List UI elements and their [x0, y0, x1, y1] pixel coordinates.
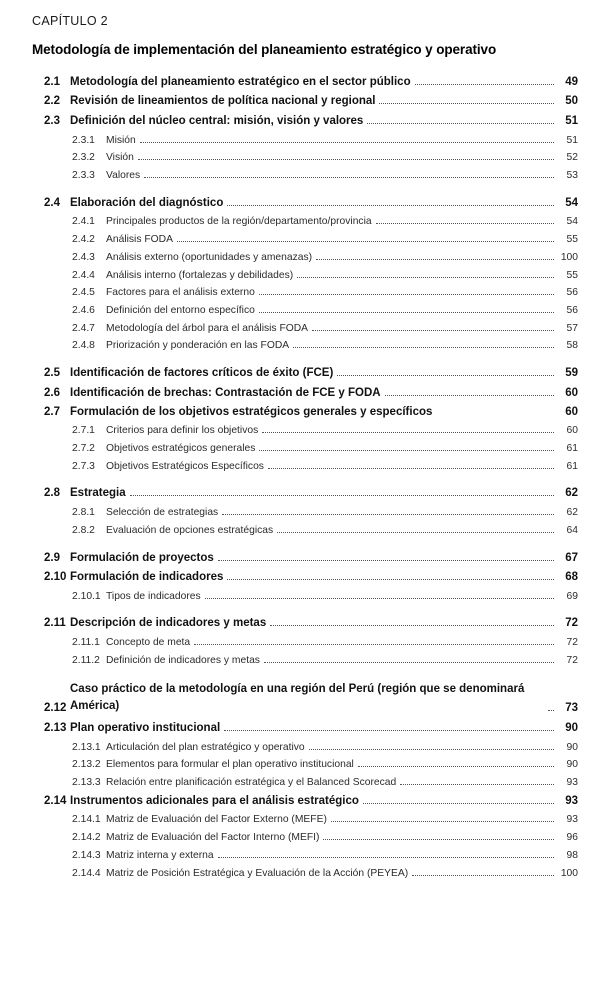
toc-entry-page: 57	[566, 322, 578, 334]
toc-entry-page: 55	[566, 234, 578, 246]
toc-entry[interactable]	[30, 269, 578, 281]
toc-entry-page: 68	[565, 571, 578, 584]
toc-entry[interactable]	[30, 304, 578, 316]
toc-leader-dots	[337, 366, 554, 376]
toc-entry[interactable]	[30, 867, 578, 879]
toc-entry-title: Relación entre planificación estratégica y el Balanced Scorecad	[106, 777, 397, 789]
toc-entry[interactable]	[30, 759, 578, 771]
toc-entry-number: 2.4	[44, 196, 60, 209]
toc-leader-dots	[144, 169, 554, 178]
toc-entry[interactable]	[30, 134, 578, 146]
page-title: Metodología de implementación del planeamiento estratégico y operativo	[32, 42, 497, 57]
toc-entry-title: Selección de estrategias	[106, 507, 219, 519]
toc-entry-page: 72	[565, 617, 578, 630]
toc-leader-dots	[270, 617, 554, 627]
toc-leader-dots	[177, 233, 554, 242]
toc-entry-number: 2.1	[44, 75, 60, 88]
toc-entry-page: 98	[566, 849, 578, 861]
toc-leader-dots	[259, 304, 554, 313]
toc-leader-dots	[262, 425, 554, 434]
table-of-contents	[30, 75, 578, 879]
toc-leader-dots	[379, 95, 554, 105]
toc-entry-title: Caso práctico de la metodología en una región del Perú (región que se denominará América)	[70, 682, 525, 712]
toc-entry[interactable]	[30, 551, 578, 564]
toc-entry-number: 2.3.1	[72, 134, 95, 146]
toc-entry[interactable]	[30, 322, 578, 334]
toc-leader-dots	[436, 406, 554, 415]
toc-entry-title: Concepto de meta	[106, 637, 191, 649]
toc-entry-number: 2.4.2	[72, 234, 95, 246]
toc-leader-dots	[218, 849, 554, 858]
toc-entry-page: 93	[565, 794, 578, 807]
toc-entry-number: 2.7	[44, 405, 60, 418]
toc-entry[interactable]	[30, 114, 578, 127]
toc-leader-dots	[138, 152, 554, 161]
toc-entry[interactable]	[30, 741, 578, 753]
toc-leader-dots	[227, 571, 554, 581]
toc-entry[interactable]	[30, 216, 578, 228]
toc-entry-number: 2.14.2	[72, 832, 101, 844]
toc-entry-number: 2.13.2	[72, 759, 101, 771]
toc-leader-dots	[130, 487, 554, 497]
toc-entry[interactable]	[30, 460, 578, 472]
chapter-label: CAPÍTULO 2	[32, 14, 108, 28]
toc-leader-dots	[277, 524, 554, 533]
toc-entry-number: 2.12	[44, 702, 67, 715]
toc-entry-title: Identificación de factores críticos de éxito (FCE)	[70, 367, 334, 380]
toc-entry-page: 56	[566, 287, 578, 299]
toc-entry-title: Matriz de Evaluación del Factor Externo (MEFE)	[106, 814, 327, 826]
toc-entry-page: 54	[565, 196, 578, 209]
toc-entry-number: 2.3	[44, 114, 60, 127]
toc-entry-title: Metodología del árbol para el análisis FODA	[106, 322, 309, 334]
toc-entry-page: 64	[566, 524, 578, 536]
toc-entry-title: Valores	[106, 170, 141, 182]
section-spacer	[30, 672, 578, 681]
toc-entry[interactable]	[30, 654, 578, 666]
toc-entry-title: Metodología del planeamiento estratégico en el sector público	[70, 75, 411, 88]
toc-entry-page: 60	[565, 386, 578, 399]
toc-entry-title: Visión	[106, 152, 134, 164]
toc-leader-dots	[376, 216, 554, 225]
toc-leader-dots	[309, 741, 554, 750]
toc-entry-number: 2.13.3	[72, 777, 101, 789]
toc-leader-dots	[293, 340, 554, 349]
toc-entry-page: 62	[565, 487, 578, 500]
toc-entry-page: 96	[566, 832, 578, 844]
toc-entry-number: 2.14	[44, 794, 67, 807]
toc-entry-title: Estrategia	[70, 487, 126, 500]
section-spacer	[30, 542, 578, 551]
toc-leader-dots	[367, 114, 554, 124]
toc-entry-number: 2.8.1	[72, 507, 95, 519]
toc-entry-title: Priorización y ponderación en las FODA	[106, 340, 290, 352]
toc-entry-number: 2.14.4	[72, 867, 101, 879]
toc-entry[interactable]	[30, 425, 578, 437]
toc-entry-title: Definición del entorno específico	[106, 304, 255, 316]
toc-entry-page: 93	[566, 777, 578, 789]
toc-leader-dots	[312, 322, 554, 331]
toc-leader-dots	[400, 776, 554, 785]
toc-leader-dots	[227, 196, 554, 206]
toc-entry-number: 2.7.3	[72, 460, 95, 472]
toc-entry-page: 51	[565, 114, 578, 127]
toc-entry-title: Formulación de proyectos	[70, 551, 214, 564]
toc-entry[interactable]	[30, 590, 578, 602]
toc-entry-page: 60	[565, 405, 578, 418]
toc-entry[interactable]	[30, 251, 578, 263]
toc-entry-title: Identificación de brechas: Contrastación de FCE y FODA	[70, 386, 381, 399]
toc-entry-number: 2.4.5	[72, 287, 95, 299]
toc-entry[interactable]	[30, 152, 578, 164]
toc-leader-dots	[363, 794, 554, 804]
toc-entry[interactable]	[30, 487, 578, 500]
toc-entry-page: 100	[560, 251, 578, 263]
toc-entry[interactable]	[30, 196, 578, 209]
toc-leader-dots	[385, 386, 554, 396]
toc-entry-number: 2.4.7	[72, 322, 95, 334]
section-spacer	[30, 608, 578, 617]
toc-entry[interactable]	[30, 571, 578, 584]
toc-entry[interactable]	[30, 849, 578, 861]
toc-entry-title: Descripción de indicadores y metas	[70, 617, 267, 630]
toc-entry-number: 2.11.2	[72, 654, 100, 666]
toc-entry-title: Elaboración del diagnóstico	[70, 196, 224, 209]
toc-entry-title: Principales productos de la región/departamento/provincia	[106, 216, 372, 228]
toc-entry[interactable]	[30, 814, 578, 826]
toc-leader-dots	[259, 442, 554, 451]
toc-entry[interactable]	[30, 776, 578, 788]
toc-entry[interactable]	[30, 442, 578, 454]
toc-leader-dots	[140, 134, 554, 143]
toc-entry[interactable]	[30, 636, 578, 648]
toc-entry-page: 54	[566, 216, 578, 228]
toc-entry-title: Articulación del plan estratégico y operativo	[106, 741, 305, 753]
toc-entry[interactable]	[30, 681, 578, 714]
toc-entry-number: 2.14.3	[72, 849, 101, 861]
toc-entry-title: Evaluación de opciones estratégicas	[106, 524, 274, 536]
toc-leader-dots	[264, 654, 554, 663]
toc-entry-number: 2.8.2	[72, 524, 95, 536]
toc-entry-page: 61	[566, 443, 578, 455]
toc-leader-dots	[297, 269, 554, 278]
toc-entry-number: 2.3.3	[72, 170, 95, 182]
toc-entry-page: 56	[566, 304, 578, 316]
section-spacer	[30, 187, 578, 196]
toc-entry-title: Factores para el análisis externo	[106, 287, 255, 299]
toc-entry-title: Misión	[106, 134, 136, 146]
toc-leader-dots	[222, 506, 554, 515]
toc-entry-number: 2.8	[44, 487, 60, 500]
section-spacer	[30, 478, 578, 487]
toc-leader-dots	[316, 251, 554, 260]
toc-entry-number: 2.13	[44, 721, 67, 734]
toc-entry-number: 2.4.1	[72, 216, 95, 228]
toc-leader-dots	[259, 287, 554, 296]
toc-entry-number: 2.13.1	[72, 741, 101, 753]
toc-entry-title: Tipos de indicadores	[106, 590, 201, 602]
toc-entry-page: 51	[566, 134, 578, 146]
toc-entry-number: 2.10.1	[72, 590, 101, 602]
section-spacer	[30, 357, 578, 366]
toc-entry-title: Matriz de Evaluación del Factor Interno (MEFI)	[106, 832, 320, 844]
toc-leader-dots	[358, 759, 554, 768]
toc-entry-title: Formulación de indicadores	[70, 571, 224, 584]
toc-entry-title: Elementos para formular el plan operativo institucional	[106, 759, 354, 771]
toc-entry-title: Criterios para definir los objetivos	[106, 425, 259, 437]
toc-entry-page: 90	[566, 741, 578, 753]
toc-entry-number: 2.7.2	[72, 443, 95, 455]
toc-entry-number: 2.7.1	[72, 425, 95, 437]
toc-entry-number: 2.5	[44, 367, 60, 380]
toc-entry-title: Definición de indicadores y metas	[106, 654, 260, 666]
toc-entry[interactable]	[30, 169, 578, 181]
toc-entry[interactable]	[30, 75, 578, 88]
toc-entry[interactable]	[30, 406, 578, 418]
toc-entry-number: 2.4.3	[72, 251, 95, 263]
toc-entry-page: 59	[565, 367, 578, 380]
toc-entry-number: 2.4.6	[72, 304, 95, 316]
toc-entry-page: 72	[566, 654, 578, 666]
toc-entry-number: 2.11	[44, 617, 66, 630]
toc-entry[interactable]	[30, 617, 578, 630]
toc-entry[interactable]	[30, 95, 578, 108]
toc-entry-page: 72	[566, 637, 578, 649]
toc-entry-title: Revisión de lineamientos de política nacional y regional	[70, 95, 376, 108]
toc-entry-title: Análisis externo (oportunidades y amenazas)	[106, 251, 313, 263]
toc-entry-page: 69	[566, 590, 578, 602]
toc-entry[interactable]	[30, 506, 578, 518]
toc-entry-number: 2.2	[44, 95, 60, 108]
toc-entry[interactable]	[30, 831, 578, 843]
toc-entry[interactable]	[30, 721, 578, 734]
toc-entry-title: Formulación de los objetivos estratégicos generales y específicos	[70, 405, 433, 418]
toc-entry-page: 61	[566, 460, 578, 472]
toc-leader-dots	[415, 75, 554, 85]
toc-entry-number: 2.4.8	[72, 340, 95, 352]
toc-entry-title: Objetivos Estratégicos Específicos	[106, 460, 264, 472]
toc-leader-dots	[224, 721, 554, 731]
toc-entry[interactable]	[30, 386, 578, 399]
toc-entry-page: 67	[565, 551, 578, 564]
toc-entry-page: 62	[566, 507, 578, 519]
toc-entry[interactable]	[30, 340, 578, 352]
toc-entry-page: 90	[566, 759, 578, 771]
toc-entry-page: 90	[565, 721, 578, 734]
toc-entry-number: 2.9	[44, 551, 60, 564]
toc-entry-number: 2.11.1	[72, 637, 100, 649]
toc-entry-page: 49	[565, 75, 578, 88]
toc-entry[interactable]	[30, 287, 578, 299]
toc-entry-title: Instrumentos adicionales para el análisis estratégico	[70, 794, 359, 807]
toc-entry-page: 93	[566, 814, 578, 826]
toc-leader-dots	[412, 867, 554, 876]
toc-entry-page: 73	[565, 702, 578, 715]
toc-entry-title: Objetivos estratégicos generales	[106, 443, 256, 455]
toc-leader-dots	[323, 831, 554, 840]
toc-entry-number: 2.6	[44, 386, 60, 399]
toc-entry[interactable]	[30, 366, 578, 379]
toc-entry-number: 2.4.4	[72, 269, 95, 281]
toc-entry-title: Análisis FODA	[106, 234, 173, 246]
toc-entry-page: 52	[566, 152, 578, 164]
toc-entry-page: 55	[566, 269, 578, 281]
toc-entry-page: 60	[566, 425, 578, 437]
toc-entry-page: 58	[566, 340, 578, 352]
toc-entry-page: 100	[560, 867, 578, 879]
toc-leader-dots	[331, 814, 554, 823]
toc-entry[interactable]	[30, 233, 578, 245]
toc-entry[interactable]	[30, 524, 578, 536]
toc-entry-title: Matriz de Posición Estratégica y Evaluación de la Acción (PEYEA)	[106, 867, 409, 879]
toc-leader-dots	[268, 460, 554, 469]
toc-entry[interactable]	[30, 794, 578, 807]
toc-leader-dots	[194, 636, 554, 645]
toc-entry-title: Plan operativo institucional	[70, 721, 221, 734]
toc-entry-page: 50	[565, 95, 578, 108]
toc-entry-title: Definición del núcleo central: misión, visión y valores	[70, 114, 364, 127]
toc-leader-dots	[205, 590, 554, 599]
toc-entry-title: Matriz interna y externa	[106, 849, 214, 861]
toc-entry-number: 2.14.1	[72, 814, 101, 826]
toc-entry-number: 2.10	[44, 571, 67, 584]
toc-entry-number: 2.3.2	[72, 152, 95, 164]
toc-entry-title: Análisis interno (fortalezas y debilidades)	[106, 269, 294, 281]
toc-leader-dots	[548, 702, 554, 712]
toc-leader-dots	[218, 551, 554, 561]
toc-entry-page: 53	[566, 170, 578, 182]
